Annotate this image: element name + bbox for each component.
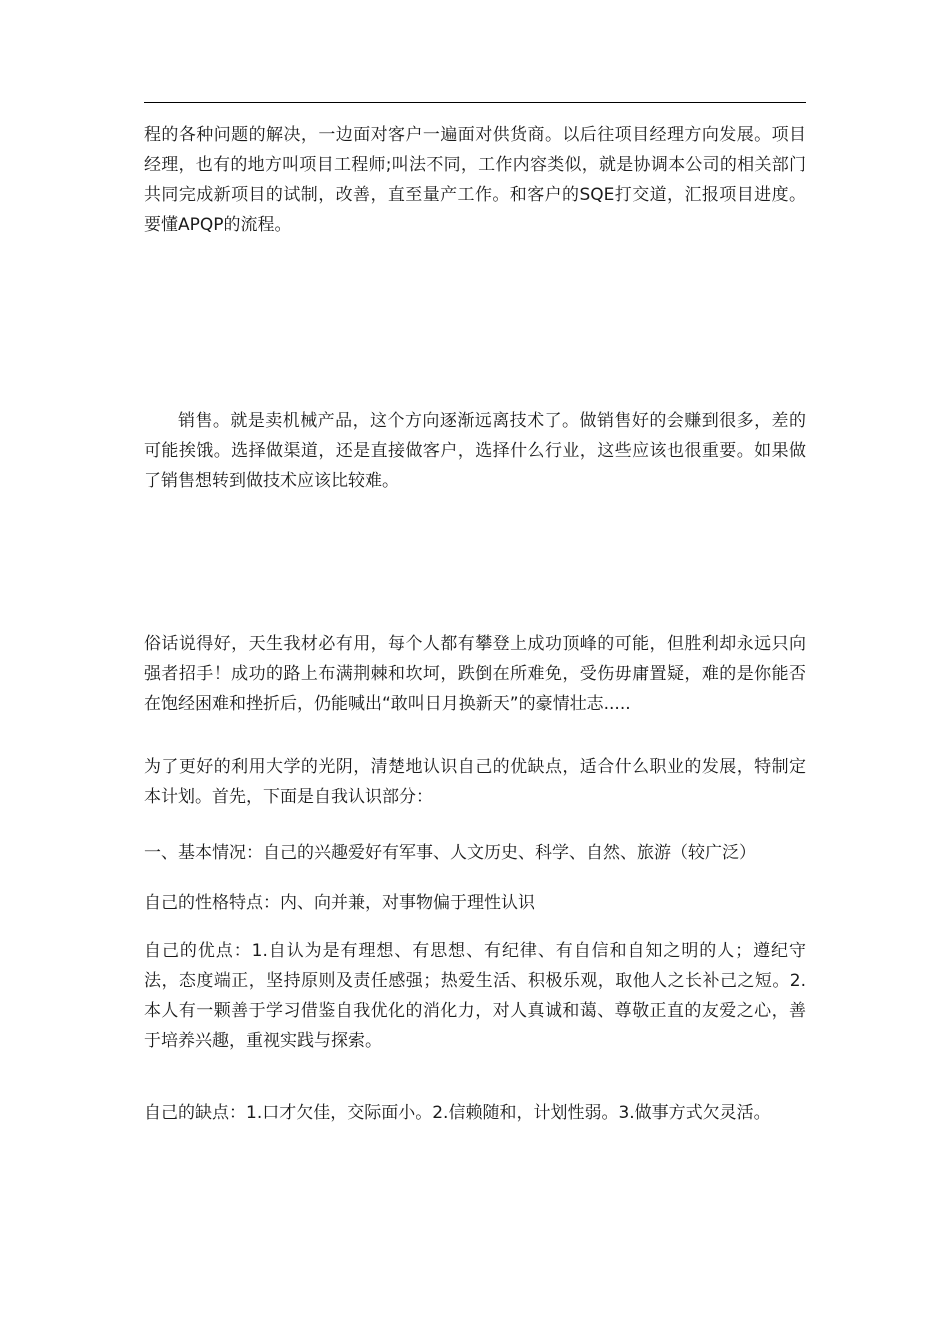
paragraph-sales: 销售。就是卖机械产品，这个方向逐渐远离技术了。做销售好的会赚到很多，差的可能挨饿。选择做渠道，还是直接做客户，选择什么行业，这些应该也很重要。如果做了销售想转到做技术应该比较难。 [144, 411, 806, 491]
paragraph-plan-intro: 为了更好的利用大学的光阴，清楚地认识自己的优缺点，适合什么职业的发展，特制定本计划。首先，下面是自我认识部分： [144, 757, 806, 807]
paragraph-personality: 自己的性格特点：内、向并兼，对事物偏于理性认识 [144, 893, 535, 913]
paragraph-basic-info: 一、基本情况：自己的兴趣爱好有军事、人文历史、科学、自然、旅游（较广泛） [144, 843, 756, 863]
header-rule [144, 102, 806, 103]
paragraph-project-manager: 程的各种问题的解决，一边面对客户一遍面对供货商。以后往项目经理方向发展。项目经理，也有的地方叫项目工程师;叫法不同，工作内容类似，就是协调本公司的相关部门共同完成新项目的试制，改善，直至量产工作。和客户的SQE打交道，汇报项目进度。要懂APQP的流程。 [144, 125, 806, 235]
paragraph-proverb: 俗话说得好，天生我材必有用，每个人都有攀登上成功顶峰的可能，但胜利却永远只向强者招手！成功的路上布满荆棘和坎坷，跌倒在所难免，受伤毋庸置疑，难的是你能否在饱经困难和挫折后，仍能喊出“敢叫日月换新天”的豪情壮志..... [144, 634, 806, 714]
paragraph-strengths: 自己的优点：1.自认为是有理想、有思想、有纪律、有自信和自知之明的人；遵纪守法，态度端正，坚持原则及责任感强；热爱生活、积极乐观，取他人之长补己之短。2.本人有一颗善于学习借鉴自我优化的消化力，对人真诚和蔼、尊敬正直的友爱之心，善于培养兴趣，重视实践与探索。 [144, 941, 806, 1051]
paragraph-weaknesses: 自己的缺点：1.口才欠佳，交际面小。2.信赖随和，计划性弱。3.做事方式欠灵活。 [144, 1103, 771, 1123]
